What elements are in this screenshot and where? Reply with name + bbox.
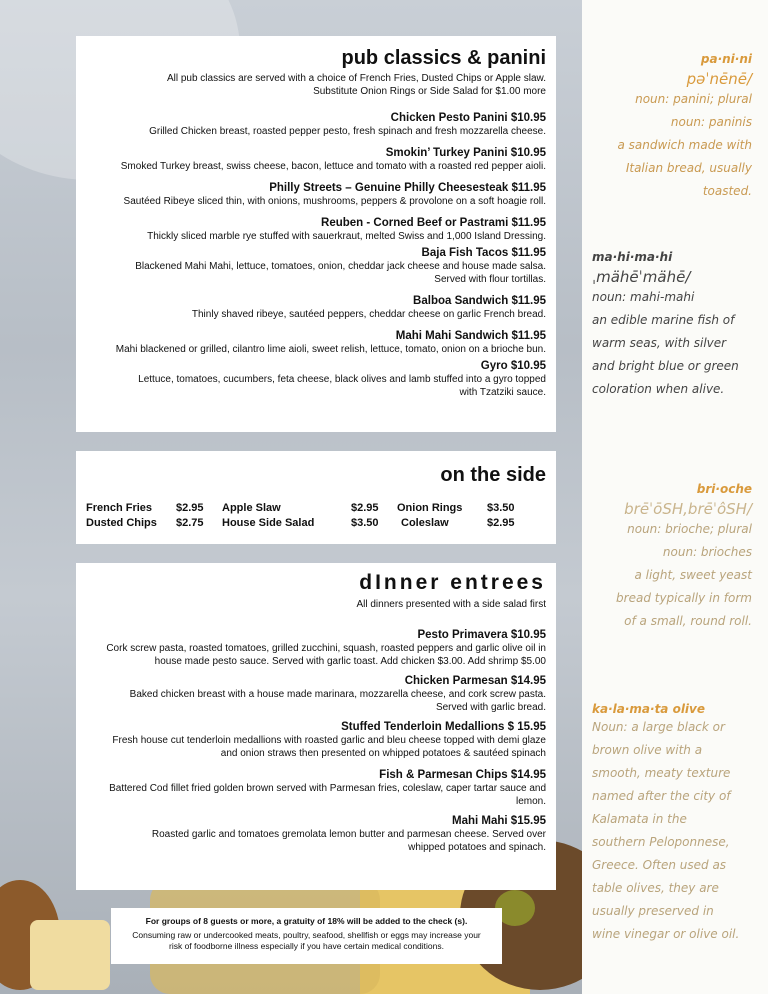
sides-panel: [76, 451, 556, 544]
definition-line: warm seas, with silver: [592, 336, 727, 350]
definition-line: noun: paninis: [670, 115, 752, 129]
food-warning-line: risk of foodborne illness especially if you have certain medical conditions.: [169, 941, 444, 951]
sides-title: on the side: [440, 464, 546, 486]
dinner-note: All dinners presented with a side salad first: [356, 599, 546, 610]
definition-brioche: [586, 482, 766, 633]
background-cheese: [30, 920, 110, 990]
definition-line: Noun: a large black or: [592, 720, 725, 734]
menu-item: Chicken Parmesan $14.95 Baked chicken breast with a house made marinara, mozzarella cheese, and cork screw pasta. Served with garlic bread.: [129, 675, 546, 713]
definition-kalamata: [586, 702, 766, 946]
side-item: Coleslaw: [401, 517, 449, 529]
definition-word: ma·hi·ma·hi: [592, 250, 673, 264]
sides-grid: [86, 501, 546, 531]
side-item: French Fries: [86, 502, 153, 514]
definition-panini: [586, 52, 766, 203]
definition-line: coloration when alive.: [592, 382, 725, 396]
dinner-entrees-panel: [76, 563, 556, 890]
definition-line: brown olive with a: [592, 743, 703, 757]
definition-line: wine vinegar or olive oil.: [592, 927, 740, 941]
menu-item: Mahi Mahi Sandwich $11.95 Mahi blackened or grilled, cilantro lime aioli, sweet relish, lettuce, tomato, onion on a brioche bun.: [115, 330, 546, 355]
definition-line: an edible marine fish of: [592, 313, 735, 327]
definition-line: smooth, meaty texture: [592, 766, 731, 780]
definition-line: Greece. Often used as: [592, 858, 727, 872]
definition-line: usually preserved in: [592, 904, 714, 918]
definition-line: noun: brioche; plural: [627, 522, 752, 536]
pub-note-1: All pub classics are served with a choice of French Fries, Dusted Chips or Apple slaw.: [166, 73, 546, 84]
definition-word: pa·ni·ni: [700, 52, 752, 66]
side-item: Apple Slaw: [222, 502, 281, 514]
side-price: $2.95: [176, 502, 204, 514]
side-item: Onion Rings: [397, 502, 463, 514]
dinner-entrees-title: dInner entrees: [359, 571, 546, 594]
definition-line: table olives, they are: [592, 881, 719, 895]
definition-line: bread typically in form: [616, 591, 752, 605]
gratuity-notice: [111, 908, 502, 964]
definition-line: a sandwich made with: [617, 138, 752, 152]
side-item: Dusted Chips: [86, 517, 157, 529]
definition-line: of a small, round roll.: [624, 614, 752, 628]
menu-item: Smokin’ Turkey Panini $10.95 Smoked Turkey breast, swiss cheese, bacon, lettuce and tomato with a roasted red pepper aioli.: [120, 147, 546, 172]
definition-line: noun: mahi-mahi: [592, 290, 695, 304]
definition-pronunciation: brēˈōSH,brēˈôSH/: [624, 500, 752, 518]
definition-pronunciation: ˌmähēˈmähē/: [592, 268, 691, 286]
side-item: House Side Salad: [222, 517, 315, 529]
definition-line: a light, sweet yeast: [634, 568, 752, 582]
definition-pronunciation: pəˈnēnē/: [686, 70, 752, 88]
pub-classics-panel: [76, 36, 556, 432]
food-warning-line: Consuming raw or undercooked meats, poultry, seafood, shellfish or eggs may increase your: [132, 930, 481, 940]
definition-word: bri·oche: [696, 482, 752, 496]
menu-item: Chicken Pesto Panini $10.95 Grilled Chicken breast, roasted pepper pesto, fresh spinach and fresh mozzarella cheese.: [149, 112, 546, 137]
gratuity-line: For groups of 8 guests or more, a gratuity of 18% will be added to the check (s).: [145, 916, 468, 926]
pub-note-2: Substitute Onion Rings or Side Salad for $1.00 more: [313, 86, 546, 97]
menu-item: Pesto Primavera $10.95 Cork screw pasta, roasted tomatoes, grilled zucchini, squash, roasted peppers and garlic olive oil in house made pesto sauce. Served with garlic toast. Add chicken $3.00. Add shrimp $5.00: [106, 629, 546, 667]
side-price: $3.50: [487, 502, 515, 514]
menu-item: Stuffed Tenderloin Medallions $ 15.95 Fresh house cut tenderloin medallions with roasted garlic and bleu cheese topped with demi glaze and onion straws then presented on whipped potatoes & sautéed spinach: [112, 721, 546, 759]
definition-word: ka·la·ma·ta olive: [592, 702, 706, 716]
definition-line: southern Peloponnese,: [592, 835, 730, 849]
definition-line: named after the city of: [592, 789, 731, 803]
side-price: $2.75: [176, 517, 204, 529]
definition-line: Kalamata in the: [592, 812, 687, 826]
definition-mahimahi: [586, 250, 766, 401]
menu-item: Baja Fish Tacos $11.95 Blackened Mahi Mahi, lettuce, tomatoes, onion, cheddar jack cheese and house made salsa. Served with flour tortillas.: [135, 247, 546, 285]
menu-item: Philly Streets – Genuine Philly Cheesesteak $11.95 Sautéed Ribeye sliced thin, with onions, mushrooms, peppers & provolone on a soft hoagie roll.: [123, 182, 546, 207]
definition-line: and bright blue or green: [592, 359, 739, 373]
definition-line: toasted.: [702, 184, 752, 198]
pub-classics-title: pub classics & panini: [341, 47, 546, 69]
definition-line: Italian bread, usually: [625, 161, 752, 175]
menu-item: Gyro $10.95 Lettuce, tomatoes, cucumbers, feta cheese, black olives and lamb stuffed into a gyro topped with Tzatziki sauce.: [138, 360, 546, 398]
side-price: $2.95: [487, 517, 515, 529]
menu-item: Fish & Parmesan Chips $14.95 Battered Cod fillet fried golden brown served with Parmesan fries, coleslaw, caper tartar sauce and lemon.: [109, 769, 546, 807]
menu-item: Mahi Mahi $15.95 Roasted garlic and tomatoes gremolata lemon butter and parmesan cheese. Served over whipped potatoes and spinach.: [151, 815, 546, 853]
side-price: $2.95: [351, 502, 379, 514]
menu-item: Reuben - Corned Beef or Pastrami $11.95 Thickly sliced marble rye stuffed with sauerkraut, melted Swiss and 1,000 Island Dressing.: [147, 217, 546, 242]
definition-line: noun: panini; plural: [635, 92, 752, 106]
definition-line: noun: brioches: [662, 545, 752, 559]
menu-item: Balboa Sandwich $11.95 Thinly shaved ribeye, sautéed peppers, cheddar cheese on garlic French bread.: [191, 295, 546, 320]
side-price: $3.50: [351, 517, 379, 529]
